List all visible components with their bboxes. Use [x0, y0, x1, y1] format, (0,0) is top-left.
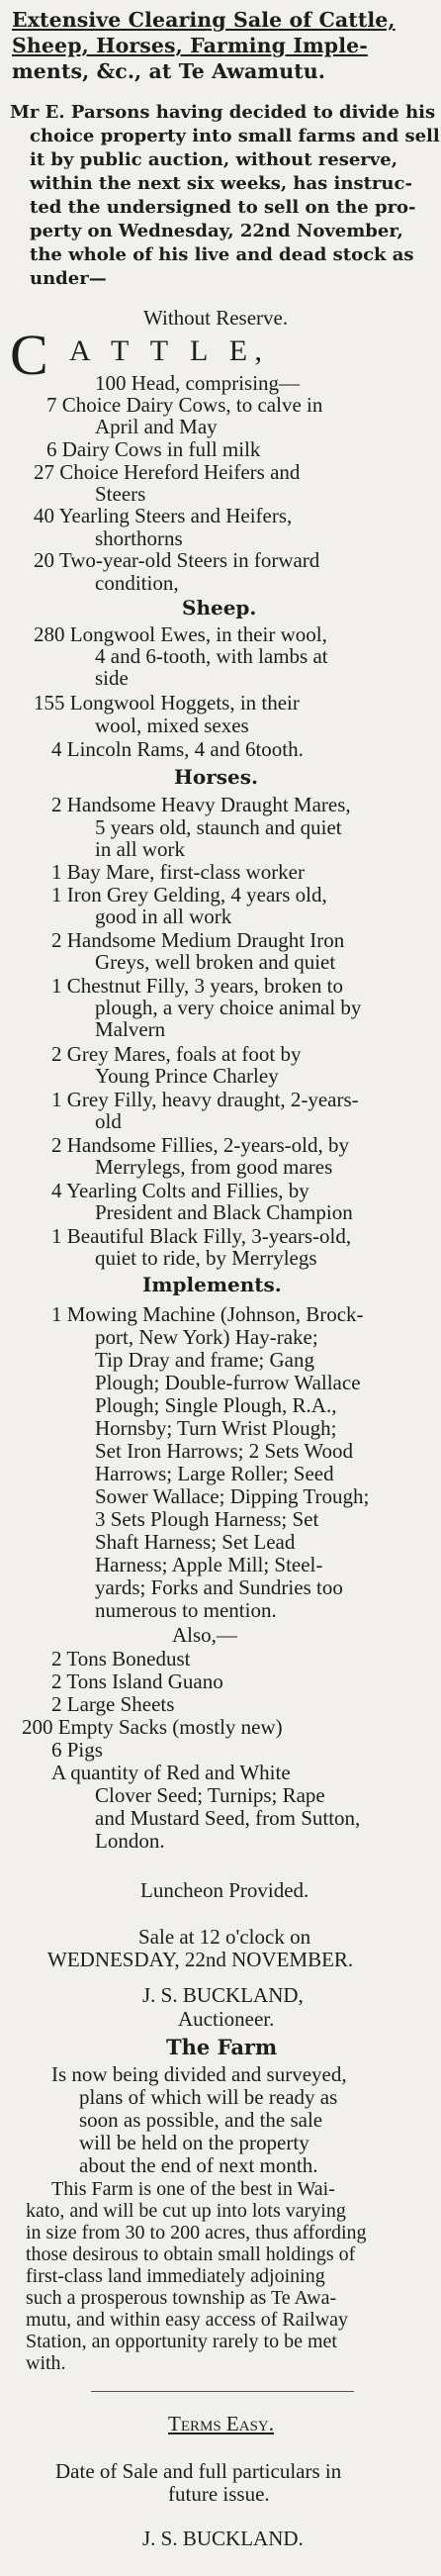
- intro-line-7: the whole of his live and dead stock as: [30, 244, 414, 265]
- farm-line: soon as possible, and the sale: [79, 2108, 323, 2132]
- cattle-line: 7 Choice Dairy Cows, to calve in: [46, 393, 323, 417]
- cattle-line: 27 Choice Hereford Heifers and: [34, 460, 301, 484]
- sheep-line: 155 Longwool Hoggets, in their: [34, 691, 300, 715]
- horses-line: 4 Yearling Colts and Fillies, by: [51, 1179, 309, 1202]
- also-line: 2 Tons Bonedust: [51, 1647, 191, 1670]
- divider-rule: [91, 2391, 354, 2392]
- farm-line: in size from 30 to 200 acres, thus affording: [26, 2222, 367, 2243]
- horses-line: quiet to ride, by Merrylegs: [95, 1246, 317, 1270]
- horses-line: 1 Iron Grey Gelding, 4 years old,: [51, 883, 327, 906]
- implements-line: Tip Dray and frame; Gang: [95, 1348, 315, 1372]
- farm-line: kato, and will be cut up into lots varying: [26, 2200, 346, 2222]
- also-label: Also,—: [172, 1623, 237, 1647]
- also-line: A quantity of Red and White: [51, 1761, 291, 1784]
- also-line: London.: [95, 1829, 165, 1853]
- sheep-line: side: [95, 666, 129, 690]
- cattle-line: 100 Head, comprising—: [95, 371, 301, 395]
- horses-line: plough, a very choice animal by: [95, 996, 362, 1019]
- horses-line: Malvern: [95, 1017, 166, 1041]
- horses-line: Young Prince Charley: [95, 1064, 279, 1088]
- sheep-line: 4 and 6-tooth, with lambs at: [95, 644, 328, 668]
- horses-line: 2 Grey Mares, foals at foot by: [51, 1042, 302, 1066]
- intro-line-8: under—: [30, 268, 107, 289]
- implements-line: 3 Sets Plough Harness; Set: [95, 1507, 319, 1531]
- also-line: and Mustard Seed, from Sutton,: [95, 1806, 361, 1830]
- horses-line: 1 Chestnut Filly, 3 years, broken to: [51, 974, 343, 998]
- sheep-line: 4 Lincoln Rams, 4 and 6tooth.: [51, 737, 304, 761]
- cattle-line: April and May: [95, 415, 218, 438]
- cattle-line: 20 Two-year-old Steers in forward: [34, 548, 320, 572]
- luncheon-notice: Luncheon Provided.: [140, 1878, 309, 1902]
- also-line: 2 Large Sheets: [51, 1692, 175, 1716]
- intro-line-4: within the next six weeks, has instruc-: [30, 173, 412, 194]
- cattle-drop-cap: C: [10, 323, 48, 387]
- horses-line: old: [95, 1109, 122, 1133]
- horses-line: 2 Handsome Heavy Draught Mares,: [51, 793, 351, 816]
- implements-line: 1 Mowing Machine (Johnson, Brock-: [51, 1302, 364, 1326]
- farm-line: such a prosperous township as Te Awa-: [26, 2287, 337, 2309]
- date-line: Date of Sale and full particulars in: [55, 2459, 342, 2483]
- sheep-line: wool, mixed sexes: [95, 714, 249, 737]
- implements-line: Plough; Double-furrow Wallace: [95, 1371, 361, 1394]
- cattle-line: condition,: [95, 571, 179, 595]
- horses-line: 5 years old, staunch and quiet: [95, 815, 342, 839]
- cattle-line: 6 Dairy Cows in full milk: [46, 437, 261, 461]
- advert-title-line-3: ments, &c., at Te Awamutu.: [12, 59, 326, 83]
- implements-line: Sower Wallace; Dipping Trough;: [95, 1484, 370, 1508]
- cattle-line: shorthorns: [95, 526, 183, 550]
- implements-line: Harrows; Large Roller; Seed: [95, 1462, 334, 1485]
- farm-line: those desirous to obtain small holdings of: [26, 2243, 356, 2265]
- date-line: future issue.: [168, 2482, 270, 2506]
- sheep-heading: Sheep.: [182, 596, 257, 620]
- intro-line-6: perty on Wednesday, 22nd November,: [30, 221, 403, 241]
- also-line: 6 Pigs: [51, 1738, 103, 1762]
- farm-line: first-class land immediately adjoining: [26, 2265, 325, 2287]
- farm-heading: The Farm: [166, 2035, 278, 2059]
- sale-time: Sale at 12 o'clock on: [138, 1925, 311, 1949]
- farm-line: about the end of next month.: [79, 2153, 318, 2177]
- intro-line-5: ted the undersigned to sell on the pro-: [30, 197, 416, 218]
- farm-line: Station, an opportunity rarely to be met: [26, 2331, 337, 2352]
- auctioneer-role: Auctioneer.: [178, 2007, 275, 2031]
- intro-line-1: Mr E. Parsons having decided to divide his: [10, 102, 436, 123]
- implements-line: Hornsby; Turn Wrist Plough;: [95, 1416, 337, 1440]
- terms-notice: Terms Easy.: [168, 2412, 275, 2435]
- implements-line: Shaft Harness; Set Lead: [95, 1530, 296, 1554]
- sheep-line: 280 Longwool Ewes, in their wool,: [34, 622, 327, 646]
- implements-line: Set Iron Harrows; 2 Sets Wood: [95, 1439, 353, 1463]
- horses-line: 1 Grey Filly, heavy draught, 2-years-: [51, 1088, 359, 1111]
- horses-line: Merrylegs, from good mares: [95, 1155, 333, 1179]
- cattle-heading: A T T L E,: [69, 334, 270, 367]
- implements-line: Plough; Single Plough, R.A.,: [95, 1393, 337, 1417]
- farm-line: This Farm is one of the best in Wai-: [51, 2178, 335, 2200]
- farm-line: will be held on the property: [79, 2131, 309, 2154]
- horses-line: 2 Handsome Fillies, 2-years-old, by: [51, 1133, 349, 1157]
- advert-title-line-2: Sheep, Horses, Farming Imple-: [12, 34, 368, 57]
- closing-signature: J. S. BUCKLAND.: [142, 2527, 304, 2550]
- sale-date: WEDNESDAY, 22nd NOVEMBER.: [47, 1948, 354, 1971]
- horses-heading: Horses.: [174, 765, 258, 789]
- horses-line: President and Black Champion: [95, 1200, 353, 1224]
- cattle-line: 40 Yearling Steers and Heifers,: [34, 504, 293, 527]
- implements-heading: Implements.: [142, 1273, 282, 1296]
- implements-line: numerous to mention.: [95, 1598, 277, 1622]
- cattle-line: Steers: [95, 482, 146, 506]
- advert-title-line-1: Extensive Clearing Sale of Cattle,: [12, 8, 396, 32]
- horses-line: 1 Bay Mare, first-class worker: [51, 860, 305, 884]
- farm-line: with.: [26, 2352, 66, 2374]
- horses-line: Greys, well broken and quiet: [95, 950, 336, 974]
- horses-line: good in all work: [95, 905, 232, 928]
- horses-line: 1 Beautiful Black Filly, 3-years-old,: [51, 1224, 352, 1248]
- auctioneer-name: J. S. BUCKLAND,: [142, 1983, 304, 2007]
- also-line: 2 Tons Island Guano: [51, 1670, 223, 1693]
- horses-line: 2 Handsome Medium Draught Iron: [51, 928, 345, 952]
- farm-line: Is now being divided and surveyed,: [51, 2062, 347, 2086]
- implements-line: yards; Forks and Sundries too: [95, 1575, 343, 1599]
- farm-line: mutu, and within easy access of Railway: [26, 2309, 349, 2331]
- also-line: 200 Empty Sacks (mostly new): [22, 1715, 283, 1739]
- also-line: Clover Seed; Turnips; Rape: [95, 1783, 325, 1807]
- intro-line-2: choice property into small farms and sell: [30, 126, 440, 146]
- farm-line: plans of which will be ready as: [79, 2085, 338, 2109]
- horses-line: in all work: [95, 837, 185, 861]
- intro-line-3: it by public auction, without reserve,: [30, 149, 397, 170]
- without-reserve: Without Reserve.: [143, 306, 289, 330]
- implements-line: port, New York) Hay-rake;: [95, 1325, 318, 1349]
- implements-line: Harness; Apple Mill; Steel-: [95, 1553, 323, 1576]
